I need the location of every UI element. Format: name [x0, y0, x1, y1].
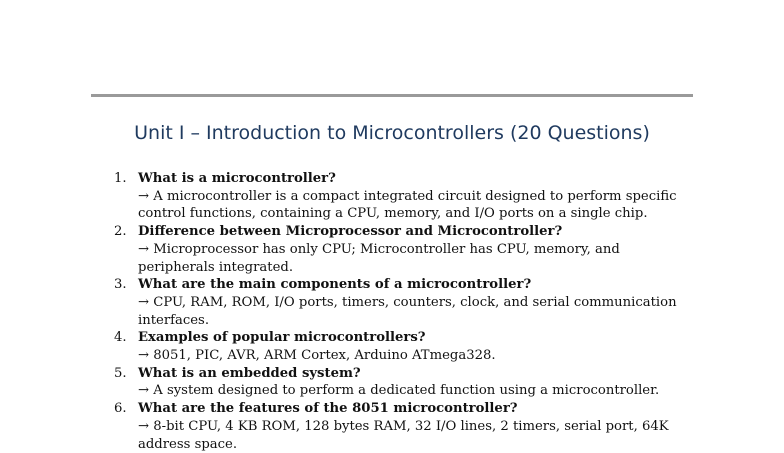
question-item-1: [114, 170, 694, 223]
question-item-2: [114, 223, 694, 276]
question-number: 4.: [114, 330, 127, 346]
answer-text: → CPU, RAM, ROM, I/O ports, timers, counters, clock, and serial communication interfaces.: [138, 294, 677, 328]
header-divider: [91, 94, 693, 97]
question-text: Examples of popular microcontrollers?: [138, 330, 426, 346]
question-item-3: [114, 276, 694, 329]
answer-text: → 8-bit CPU, 4 KB ROM, 128 bytes RAM, 32 I/O lines, 2 timers, serial port, 64K address space.: [138, 418, 669, 452]
question-item-5: [114, 365, 694, 400]
question-number: 1.: [114, 171, 127, 186]
answer-text: → A system designed to perform a dedicated function using a microcontroller.: [138, 383, 660, 399]
answer-text: → Microprocessor has only CPU; Microcontroller has CPU, memory, and peripherals integrated.: [138, 241, 620, 275]
answer-text: → A microcontroller is a compact integrated circuit designed to perform specific control functions, containing a CPU, memory, and I/O ports on a single chip.: [138, 188, 677, 222]
answer-text: → 8051, PIC, AVR, ARM Cortex, Arduino ATmega328.: [138, 348, 496, 364]
question-item-4: [114, 329, 694, 364]
question-number: 3.: [114, 277, 127, 293]
question-text: What are the features of the 8051 microcontroller?: [138, 401, 518, 417]
question-item-6: [114, 400, 694, 453]
question-text: Difference between Microprocessor and Microcontroller?: [138, 224, 563, 240]
question-number: 5.: [114, 365, 127, 381]
question-text: What are the main components of a microcontroller?: [138, 277, 532, 293]
page-title: Unit I – Introduction to Microcontrollers (20 Questions): [134, 122, 650, 144]
question-text: What is a microcontroller?: [138, 171, 336, 186]
question-number: 6.: [114, 401, 127, 417]
question-list: [114, 170, 694, 453]
question-text: What is an embedded system?: [138, 365, 361, 381]
question-number: 2.: [114, 224, 127, 240]
